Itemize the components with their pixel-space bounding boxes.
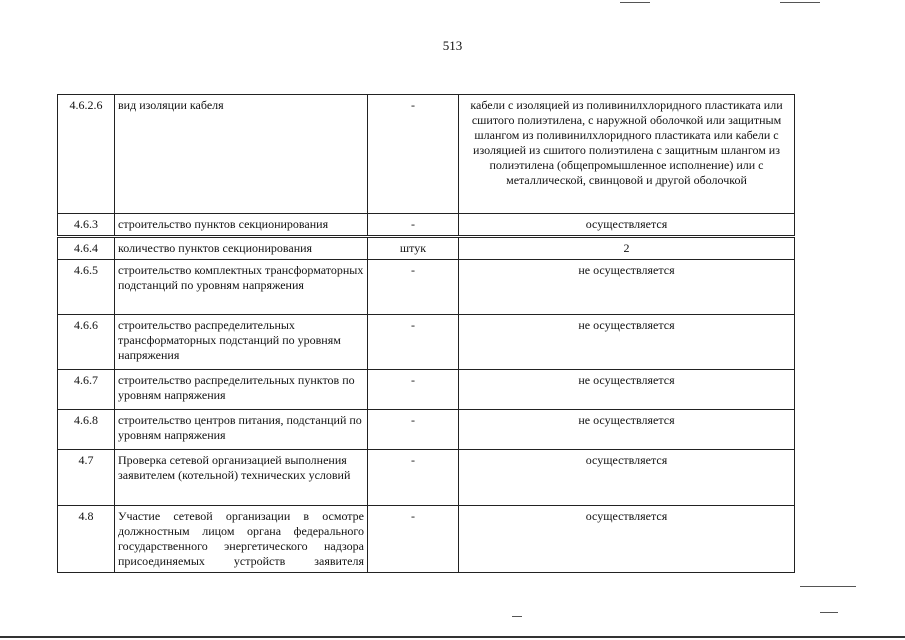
row-name: строительство комплектных трансформаторных подстанций по уровням напряжения (115, 260, 368, 315)
row-value: осуществляется (459, 506, 795, 573)
row-unit: - (368, 410, 459, 450)
scan-speck (780, 2, 820, 3)
scan-speck (800, 586, 856, 587)
row-unit: штук (368, 237, 459, 260)
row-name: количество пунктов секционирования (115, 237, 368, 260)
row-value: кабели с изоляцией из поливинилхлоридного пластиката или сшитого полиэтилена, с наружной оболочкой или защитным шлангом из поливинилхлоридного пластиката или кабели с изоляцией из сшитого полиэтилена с защитным шлангом из полиэтилена (общепромышленное исполнение) или с металлической, свинцовой и другой оболочкой (459, 95, 795, 214)
row-number: 4.6.7 (58, 370, 115, 410)
scan-speck (512, 616, 522, 617)
row-name: строительство центров питания, подстанций по уровням напряжения (115, 410, 368, 450)
row-number: 4.6.3 (58, 214, 115, 237)
row-unit: - (368, 95, 459, 214)
row-value: не осуществляется (459, 260, 795, 315)
row-unit: - (368, 214, 459, 237)
row-unit: - (368, 370, 459, 410)
table-row (58, 315, 795, 370)
table-row (58, 214, 795, 237)
row-unit: - (368, 506, 459, 573)
row-value: не осуществляется (459, 370, 795, 410)
page-number: 513 (442, 38, 463, 53)
table-row (58, 95, 795, 214)
scan-speck (820, 612, 838, 613)
row-value: 2 (459, 237, 795, 260)
table-row (58, 410, 795, 450)
row-value: осуществляется (459, 450, 795, 506)
row-value: не осуществляется (459, 410, 795, 450)
row-number: 4.7 (58, 450, 115, 506)
table-row (58, 370, 795, 410)
table-row (58, 260, 795, 315)
scan-speck (620, 2, 650, 3)
row-number: 4.6.4 (58, 237, 115, 260)
row-value: осуществляется (459, 214, 795, 237)
table-row (58, 450, 795, 506)
row-unit: - (368, 315, 459, 370)
page-edge (0, 636, 905, 638)
row-number: 4.6.6 (58, 315, 115, 370)
row-unit: - (368, 260, 459, 315)
table-row (58, 237, 795, 260)
row-number: 4.6.2.6 (58, 95, 115, 214)
requirements-table (57, 94, 795, 573)
row-name: строительство распределительных пунктов по уровням напряжения (115, 370, 368, 410)
row-name: Проверка сетевой организацией выполнения заявителем (котельной) технических условий (115, 450, 368, 506)
row-name: строительство распределительных трансформаторных подстанций по уровням напряжения (115, 315, 368, 370)
row-name: строительство пунктов секционирования (115, 214, 368, 237)
row-name: Участие сетевой организации в осмотре должностным лицом органа федерального государственного энергетического надзора присоединяемых устройств заявителя (115, 506, 368, 573)
table-row (58, 506, 795, 573)
row-number: 4.8 (58, 506, 115, 573)
row-unit: - (368, 450, 459, 506)
row-value: не осуществляется (459, 315, 795, 370)
row-number: 4.6.5 (58, 260, 115, 315)
row-number: 4.6.8 (58, 410, 115, 450)
row-name: вид изоляции кабеля (115, 95, 368, 214)
